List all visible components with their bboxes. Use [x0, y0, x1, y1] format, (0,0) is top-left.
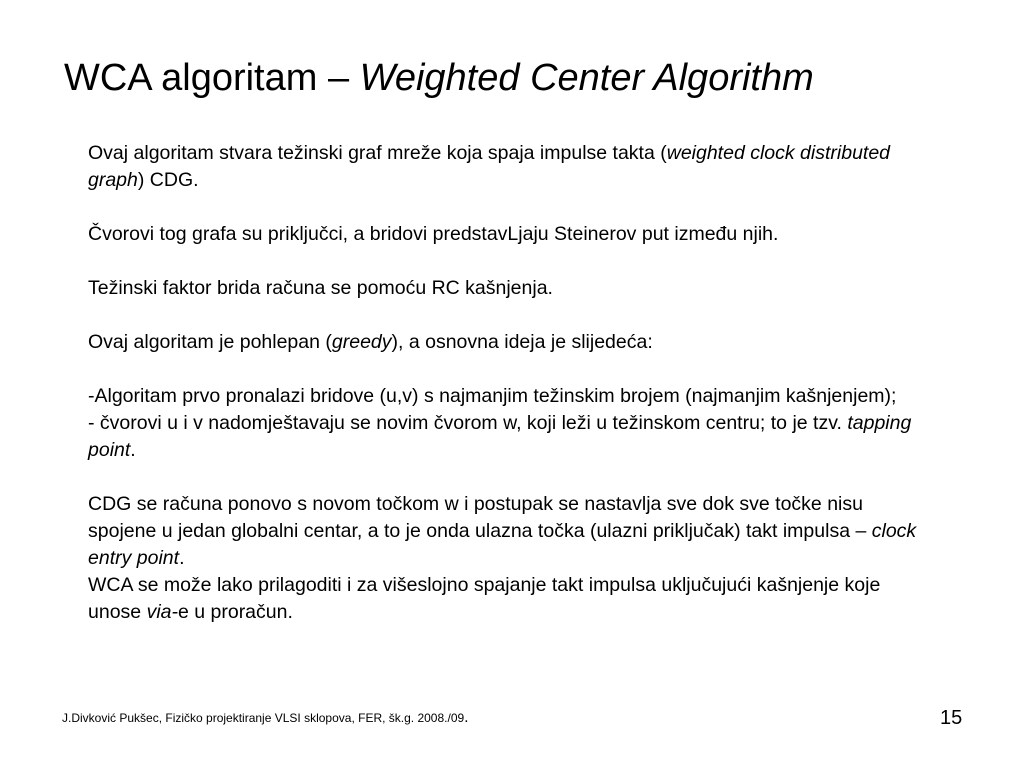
p7-italic: clock entry point [88, 520, 917, 569]
slide-body [88, 140, 928, 626]
paragraph-nodes: Čvorovi tog grafa su priključci, a bridovi predstavLjaju Steinerov put između njih. [88, 223, 779, 245]
p4-text-a: Ovaj algoritam je pohlepan ( [88, 331, 332, 353]
p6-text-a: - čvorovi u i v nadomještavaju se novim čvorom w, koji leži u težinskom centru; to je tzv. [88, 412, 848, 434]
paragraph-step-1: -Algoritam prvo pronalazi bridove (u,v) s najmanjim težinskim brojem (najmanjim kašnjenjem); [88, 385, 897, 407]
paragraph-step-2 [88, 410, 928, 464]
paragraph-weight-factor: Težinski faktor brida računa se pomoću RC kašnjenja. [88, 277, 553, 299]
paragraph-greedy [88, 329, 928, 356]
p1-text-a: Ovaj algoritam stvara težinski graf mreže koja spaja impulse takta ( [88, 142, 667, 164]
p1-text-c: ) CDG. [137, 169, 199, 191]
paragraph-cdg-intro [88, 140, 928, 194]
p8-italic: via- [146, 601, 178, 623]
p7-text-a: CDG se računa ponovo s novom točkom w i postupak se nastavlja sve dok sve točke nisu spojene u jedan globalni centar, a to je onda ulazna točka (ulazni priključak) takt impulsa – [88, 493, 872, 542]
p4-italic: greedy [331, 331, 392, 353]
p6-italic: tapping point [88, 412, 912, 461]
footer-dot: . [464, 709, 469, 726]
p7-text-c: . [179, 547, 185, 569]
slide-title [64, 54, 814, 102]
paragraph-wca-multilayer [88, 572, 928, 626]
paragraph-cdg-repeat [88, 491, 928, 572]
page-number: 15 [940, 707, 963, 729]
footer-text: J.Divković Pukšec, Fizičko projektiranje VLSI sklopova, FER, šk.g. 2008./09 [62, 711, 465, 725]
title-italic: Weighted Center Algorithm [359, 57, 814, 99]
p6-text-c: . [130, 439, 136, 461]
slide-footer [62, 710, 469, 726]
p8-text-a: WCA se može lako prilagoditi i za višeslojno spajanje takt impulsa uključujući kašnjenje koje unose [88, 574, 881, 623]
p4-text-c: ), a osnovna ideja je slijedeća: [391, 331, 653, 353]
p1-italic: weighted clock distributed graph [88, 142, 891, 191]
p8-text-c: e u proračun. [177, 601, 293, 623]
title-main: WCA algoritam – [64, 57, 360, 99]
